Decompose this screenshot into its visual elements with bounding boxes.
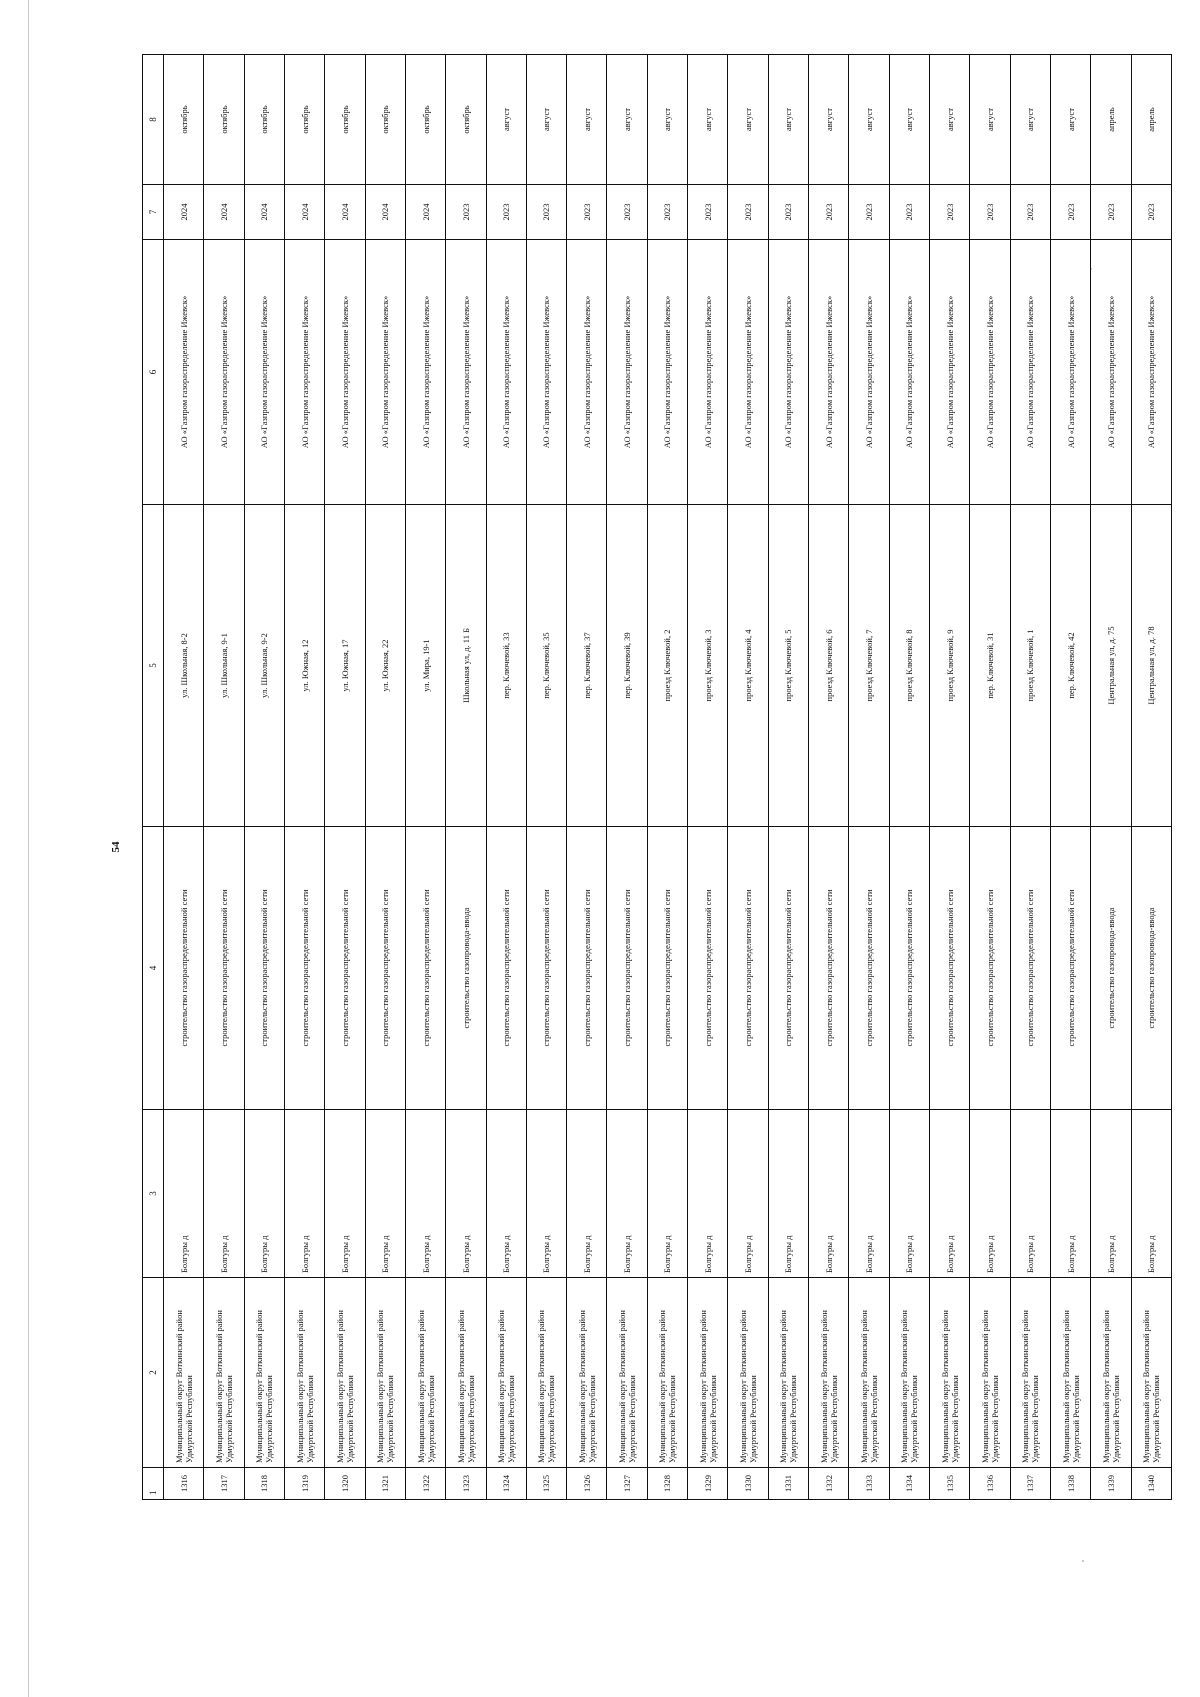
- organization-cell: АО «Газпром газораспределение Ижевск»: [647, 240, 687, 505]
- organization-cell: АО «Газпром газораспределение Ижевск»: [1131, 240, 1172, 505]
- col-header-2: 2: [143, 1278, 164, 1468]
- address-cell: проезд Ключевой, 1: [1010, 505, 1050, 827]
- settlement-cell: Болгуры д: [446, 1110, 486, 1278]
- address-cell: пер. Ключевой, 35: [526, 505, 566, 827]
- municipality-cell: Муниципальный округ Воткинский район Удмуртской Республики: [486, 1278, 526, 1468]
- organization-cell: АО «Газпром газораспределение Ижевск»: [284, 240, 324, 505]
- settlement-cell: Болгуры д: [728, 1110, 768, 1278]
- month-cell: август: [486, 55, 526, 185]
- organization-cell: АО «Газпром газораспределение Ижевск»: [809, 240, 849, 505]
- organization-cell: АО «Газпром газораспределение Ижевск»: [405, 240, 445, 505]
- settlement-cell: Болгуры д: [204, 1110, 244, 1278]
- settlement-cell: Болгуры д: [768, 1110, 808, 1278]
- organization-cell: АО «Газпром газораспределение Ижевск»: [929, 240, 969, 505]
- row-number: 1340: [1131, 1468, 1172, 1500]
- municipality-cell: Муниципальный округ Воткинский район Удмуртской Республики: [1010, 1278, 1050, 1468]
- work-type-cell: строительство газораспределительной сети: [929, 827, 969, 1110]
- year-cell: 2023: [567, 185, 607, 240]
- address-cell: ул. Школьная, 9-1: [204, 505, 244, 827]
- settlement-cell: Болгуры д: [849, 1110, 889, 1278]
- month-cell: август: [768, 55, 808, 185]
- address-cell: ул. Мира, 19-1: [405, 505, 445, 827]
- address-cell: ул. Школьная, 9-2: [244, 505, 284, 827]
- year-cell: 2023: [647, 185, 687, 240]
- table-row: [607, 55, 647, 1500]
- table-row: [325, 55, 365, 1500]
- address-cell: пер. Ключевой, 33: [486, 505, 526, 827]
- row-number: 1330: [728, 1468, 768, 1500]
- table-row: [1131, 55, 1172, 1500]
- col-header-8: 8: [143, 55, 164, 185]
- year-cell: 2023: [446, 185, 486, 240]
- table-row: [446, 55, 486, 1500]
- organization-cell: АО «Газпром газораспределение Ижевск»: [768, 240, 808, 505]
- month-cell: август: [970, 55, 1010, 185]
- work-type-cell: строительство газораспределительной сети: [1010, 827, 1050, 1110]
- row-number: 1333: [849, 1468, 889, 1500]
- table-row: [889, 55, 929, 1500]
- work-type-cell: строительство газораспределительной сети: [849, 827, 889, 1110]
- settlement-cell: Болгуры д: [1050, 1110, 1090, 1278]
- address-cell: ул. Южная, 22: [365, 505, 405, 827]
- month-cell: август: [889, 55, 929, 185]
- year-cell: 2023: [849, 185, 889, 240]
- organization-cell: АО «Газпром газораспределение Ижевск»: [204, 240, 244, 505]
- organization-cell: АО «Газпром газораспределение Ижевск»: [688, 240, 728, 505]
- month-cell: август: [688, 55, 728, 185]
- year-cell: 2023: [1010, 185, 1050, 240]
- table-row: [1050, 55, 1090, 1500]
- organization-cell: АО «Газпром газораспределение Ижевск»: [567, 240, 607, 505]
- year-cell: 2023: [768, 185, 808, 240]
- settlement-cell: Болгуры д: [809, 1110, 849, 1278]
- year-cell: 2024: [244, 185, 284, 240]
- settlement-cell: Болгуры д: [567, 1110, 607, 1278]
- municipality-cell: Муниципальный округ Воткинский район Удмуртской Республики: [446, 1278, 486, 1468]
- municipality-cell: Муниципальный округ Воткинский район Удмуртской Республики: [164, 1278, 204, 1468]
- organization-cell: АО «Газпром газораспределение Ижевск»: [849, 240, 889, 505]
- works-register-table: [142, 54, 1172, 1500]
- work-type-cell: строительство газораспределительной сети: [567, 827, 607, 1110]
- row-number: 1339: [1091, 1468, 1131, 1500]
- municipality-cell: Муниципальный округ Воткинский район Удмуртской Республики: [325, 1278, 365, 1468]
- row-number: 1316: [164, 1468, 204, 1500]
- table-row: [164, 55, 204, 1500]
- work-type-cell: строительство газораспределительной сети: [809, 827, 849, 1110]
- row-number: 1338: [1050, 1468, 1090, 1500]
- work-type-cell: строительство газораспределительной сети: [728, 827, 768, 1110]
- address-cell: ул. Школьная, 8-2: [164, 505, 204, 827]
- work-type-cell: строительство газораспределительной сети: [768, 827, 808, 1110]
- address-cell: ул. Южная, 17: [325, 505, 365, 827]
- organization-cell: АО «Газпром газораспределение Ижевск»: [446, 240, 486, 505]
- work-type-cell: строительство газораспределительной сети: [486, 827, 526, 1110]
- work-type-cell: строительство газораспределительной сети: [607, 827, 647, 1110]
- year-cell: 2023: [929, 185, 969, 240]
- municipality-cell: Муниципальный округ Воткинский район Удмуртской Республики: [365, 1278, 405, 1468]
- municipality-cell: Муниципальный округ Воткинский район Удмуртской Республики: [526, 1278, 566, 1468]
- address-cell: Центральная ул, д. 78: [1131, 505, 1172, 827]
- settlement-cell: Болгуры д: [607, 1110, 647, 1278]
- municipality-cell: Муниципальный округ Воткинский район Удмуртской Республики: [204, 1278, 244, 1468]
- table-row: [526, 55, 566, 1500]
- work-type-cell: строительство газораспределительной сети: [647, 827, 687, 1110]
- municipality-cell: Муниципальный округ Воткинский район Удмуртской Республики: [929, 1278, 969, 1468]
- work-type-cell: строительство газораспределительной сети: [526, 827, 566, 1110]
- month-cell: август: [809, 55, 849, 185]
- municipality-cell: Муниципальный округ Воткинский район Удмуртской Республики: [607, 1278, 647, 1468]
- table-row: [970, 55, 1010, 1500]
- address-cell: проезд Ключевой, 6: [809, 505, 849, 827]
- month-cell: август: [1050, 55, 1090, 185]
- col-header-1: 1: [143, 1468, 164, 1500]
- address-cell: проезд Ключевой, 4: [728, 505, 768, 827]
- settlement-cell: Болгуры д: [1091, 1110, 1131, 1278]
- row-number: 1320: [325, 1468, 365, 1500]
- organization-cell: АО «Газпром газораспределение Ижевск»: [1091, 240, 1131, 505]
- settlement-cell: Болгуры д: [889, 1110, 929, 1278]
- settlement-cell: Болгуры д: [365, 1110, 405, 1278]
- header-row: [143, 55, 164, 1500]
- address-cell: пер. Ключевой, 37: [567, 505, 607, 827]
- municipality-cell: Муниципальный округ Воткинский район Удмуртской Республики: [1050, 1278, 1090, 1468]
- row-number: 1319: [284, 1468, 324, 1500]
- address-cell: проезд Ключевой, 8: [889, 505, 929, 827]
- municipality-cell: Муниципальный округ Воткинский район Удмуртской Республики: [970, 1278, 1010, 1468]
- year-cell: 2023: [970, 185, 1010, 240]
- municipality-cell: Муниципальный округ Воткинский район Удмуртской Республики: [768, 1278, 808, 1468]
- settlement-cell: Болгуры д: [164, 1110, 204, 1278]
- month-cell: октябрь: [204, 55, 244, 185]
- row-number: 1329: [688, 1468, 728, 1500]
- municipality-cell: Муниципальный округ Воткинский район Удмуртской Республики: [688, 1278, 728, 1468]
- municipality-cell: Муниципальный округ Воткинский район Удмуртской Республики: [809, 1278, 849, 1468]
- address-cell: проезд Ключевой, 3: [688, 505, 728, 827]
- row-number: 1325: [526, 1468, 566, 1500]
- month-cell: август: [929, 55, 969, 185]
- month-cell: август: [526, 55, 566, 185]
- year-cell: 2023: [607, 185, 647, 240]
- settlement-cell: Болгуры д: [325, 1110, 365, 1278]
- table-row: [1091, 55, 1131, 1500]
- col-header-4: 4: [143, 827, 164, 1110]
- municipality-cell: Муниципальный округ Воткинский район Удмуртской Республики: [728, 1278, 768, 1468]
- work-type-cell: строительство газораспределительной сети: [970, 827, 1010, 1110]
- organization-cell: АО «Газпром газораспределение Ижевск»: [164, 240, 204, 505]
- organization-cell: АО «Газпром газораспределение Ижевск»: [889, 240, 929, 505]
- row-number: 1317: [204, 1468, 244, 1500]
- organization-cell: АО «Газпром газораспределение Ижевск»: [244, 240, 284, 505]
- row-number: 1321: [365, 1468, 405, 1500]
- col-header-5: 5: [143, 505, 164, 827]
- row-number: 1334: [889, 1468, 929, 1500]
- settlement-cell: Болгуры д: [970, 1110, 1010, 1278]
- col-header-7: 7: [143, 185, 164, 240]
- work-type-cell: строительство газопровода-ввода: [1131, 827, 1172, 1110]
- table-row: [204, 55, 244, 1500]
- row-number: 1327: [607, 1468, 647, 1500]
- scan-speck: [1082, 1560, 1084, 1562]
- organization-cell: АО «Газпром газораспределение Ижевск»: [1010, 240, 1050, 505]
- municipality-cell: Муниципальный округ Воткинский район Удмуртской Республики: [1131, 1278, 1172, 1468]
- row-number: 1323: [446, 1468, 486, 1500]
- row-number: 1318: [244, 1468, 284, 1500]
- municipality-cell: Муниципальный округ Воткинский район Удмуртской Республики: [405, 1278, 445, 1468]
- table-row: [405, 55, 445, 1500]
- year-cell: 2024: [284, 185, 324, 240]
- year-cell: 2023: [1050, 185, 1090, 240]
- scan-edge-line: [28, 0, 29, 1697]
- work-type-cell: строительство газораспределительной сети: [889, 827, 929, 1110]
- table-row: [809, 55, 849, 1500]
- year-cell: 2024: [164, 185, 204, 240]
- month-cell: апрель: [1131, 55, 1172, 185]
- work-type-cell: строительство газораспределительной сети: [284, 827, 324, 1110]
- table-row: [1010, 55, 1050, 1500]
- municipality-cell: Муниципальный округ Воткинский район Удмуртской Республики: [567, 1278, 607, 1468]
- settlement-cell: Болгуры д: [1010, 1110, 1050, 1278]
- work-type-cell: строительство газопровода-ввода: [446, 827, 486, 1110]
- month-cell: август: [607, 55, 647, 185]
- table-row: [849, 55, 889, 1500]
- address-cell: Центральная ул, д. 75: [1091, 505, 1131, 827]
- settlement-cell: Болгуры д: [244, 1110, 284, 1278]
- work-type-cell: строительство газораспределительной сети: [204, 827, 244, 1110]
- address-cell: Школьная ул, д. 11 Б: [446, 505, 486, 827]
- organization-cell: АО «Газпром газораспределение Ижевск»: [486, 240, 526, 505]
- table-body: [164, 55, 1172, 1500]
- work-type-cell: строительство газораспределительной сети: [244, 827, 284, 1110]
- table-row: [768, 55, 808, 1500]
- work-type-cell: строительство газораспределительной сети: [688, 827, 728, 1110]
- address-cell: проезд Ключевой, 9: [929, 505, 969, 827]
- organization-cell: АО «Газпром газораспределение Ижевск»: [728, 240, 768, 505]
- table-row: [647, 55, 687, 1500]
- year-cell: 2023: [486, 185, 526, 240]
- settlement-cell: Болгуры д: [647, 1110, 687, 1278]
- year-cell: 2023: [889, 185, 929, 240]
- year-cell: 2024: [405, 185, 445, 240]
- month-cell: октябрь: [164, 55, 204, 185]
- year-cell: 2024: [204, 185, 244, 240]
- row-number: 1335: [929, 1468, 969, 1500]
- municipality-cell: Муниципальный округ Воткинский район Удмуртской Республики: [1091, 1278, 1131, 1468]
- organization-cell: АО «Газпром газораспределение Ижевск»: [607, 240, 647, 505]
- work-type-cell: строительство газораспределительной сети: [365, 827, 405, 1110]
- year-cell: 2023: [1091, 185, 1131, 240]
- month-cell: октябрь: [446, 55, 486, 185]
- month-cell: октябрь: [244, 55, 284, 185]
- year-cell: 2023: [526, 185, 566, 240]
- work-type-cell: строительство газораспределительной сети: [325, 827, 365, 1110]
- settlement-cell: Болгуры д: [284, 1110, 324, 1278]
- table-row: [567, 55, 607, 1500]
- month-cell: апрель: [1091, 55, 1131, 185]
- year-cell: 2023: [728, 185, 768, 240]
- organization-cell: АО «Газпром газораспределение Ижевск»: [365, 240, 405, 505]
- settlement-cell: Болгуры д: [486, 1110, 526, 1278]
- settlement-cell: Болгуры д: [526, 1110, 566, 1278]
- month-cell: октябрь: [284, 55, 324, 185]
- work-type-cell: строительство газораспределительной сети: [1050, 827, 1090, 1110]
- organization-cell: АО «Газпром газораспределение Ижевск»: [970, 240, 1010, 505]
- work-type-cell: строительство газораспределительной сети: [405, 827, 445, 1110]
- month-cell: октябрь: [405, 55, 445, 185]
- year-cell: 2023: [809, 185, 849, 240]
- row-number: 1336: [970, 1468, 1010, 1500]
- row-number: 1332: [809, 1468, 849, 1500]
- work-type-cell: строительство газопровода-ввода: [1091, 827, 1131, 1110]
- address-cell: проезд Ключевой, 2: [647, 505, 687, 827]
- table-row: [486, 55, 526, 1500]
- table-row: [688, 55, 728, 1500]
- settlement-cell: Болгуры д: [1131, 1110, 1172, 1278]
- month-cell: август: [647, 55, 687, 185]
- year-cell: 2024: [325, 185, 365, 240]
- row-number: 1322: [405, 1468, 445, 1500]
- table-row: [284, 55, 324, 1500]
- work-type-cell: строительство газораспределительной сети: [164, 827, 204, 1110]
- row-number: 1337: [1010, 1468, 1050, 1500]
- col-header-6: 6: [143, 240, 164, 505]
- page-number: 54: [110, 841, 122, 853]
- rotated-table-wrapper: [142, 55, 1172, 1500]
- settlement-cell: Болгуры д: [688, 1110, 728, 1278]
- settlement-cell: Болгуры д: [929, 1110, 969, 1278]
- organization-cell: АО «Газпром газораспределение Ижевск»: [526, 240, 566, 505]
- address-cell: проезд Ключевой, 5: [768, 505, 808, 827]
- address-cell: пер. Ключевой, 31: [970, 505, 1010, 827]
- table-row: [929, 55, 969, 1500]
- table-row: [728, 55, 768, 1500]
- municipality-cell: Муниципальный округ Воткинский район Удмуртской Республики: [647, 1278, 687, 1468]
- address-cell: проезд Ключевой, 7: [849, 505, 889, 827]
- row-number: 1326: [567, 1468, 607, 1500]
- municipality-cell: Муниципальный округ Воткинский район Удмуртской Республики: [244, 1278, 284, 1468]
- row-number: 1324: [486, 1468, 526, 1500]
- year-cell: 2023: [1131, 185, 1172, 240]
- month-cell: октябрь: [325, 55, 365, 185]
- municipality-cell: Муниципальный округ Воткинский район Удмуртской Республики: [849, 1278, 889, 1468]
- year-cell: 2023: [688, 185, 728, 240]
- row-number: 1331: [768, 1468, 808, 1500]
- municipality-cell: Муниципальный округ Воткинский район Удмуртской Республики: [889, 1278, 929, 1468]
- organization-cell: АО «Газпром газораспределение Ижевск»: [1050, 240, 1090, 505]
- settlement-cell: Болгуры д: [405, 1110, 445, 1278]
- organization-cell: АО «Газпром газораспределение Ижевск»: [325, 240, 365, 505]
- row-number: 1328: [647, 1468, 687, 1500]
- address-cell: ул. Южная, 12: [284, 505, 324, 827]
- address-cell: пер. Ключевой, 39: [607, 505, 647, 827]
- table-row: [365, 55, 405, 1500]
- address-cell: пер. Ключевой, 42: [1050, 505, 1090, 827]
- month-cell: октябрь: [365, 55, 405, 185]
- table-row: [244, 55, 284, 1500]
- municipality-cell: Муниципальный округ Воткинский район Удмуртской Республики: [284, 1278, 324, 1468]
- month-cell: август: [849, 55, 889, 185]
- month-cell: август: [567, 55, 607, 185]
- col-header-3: 3: [143, 1110, 164, 1278]
- month-cell: август: [728, 55, 768, 185]
- year-cell: 2024: [365, 185, 405, 240]
- month-cell: август: [1010, 55, 1050, 185]
